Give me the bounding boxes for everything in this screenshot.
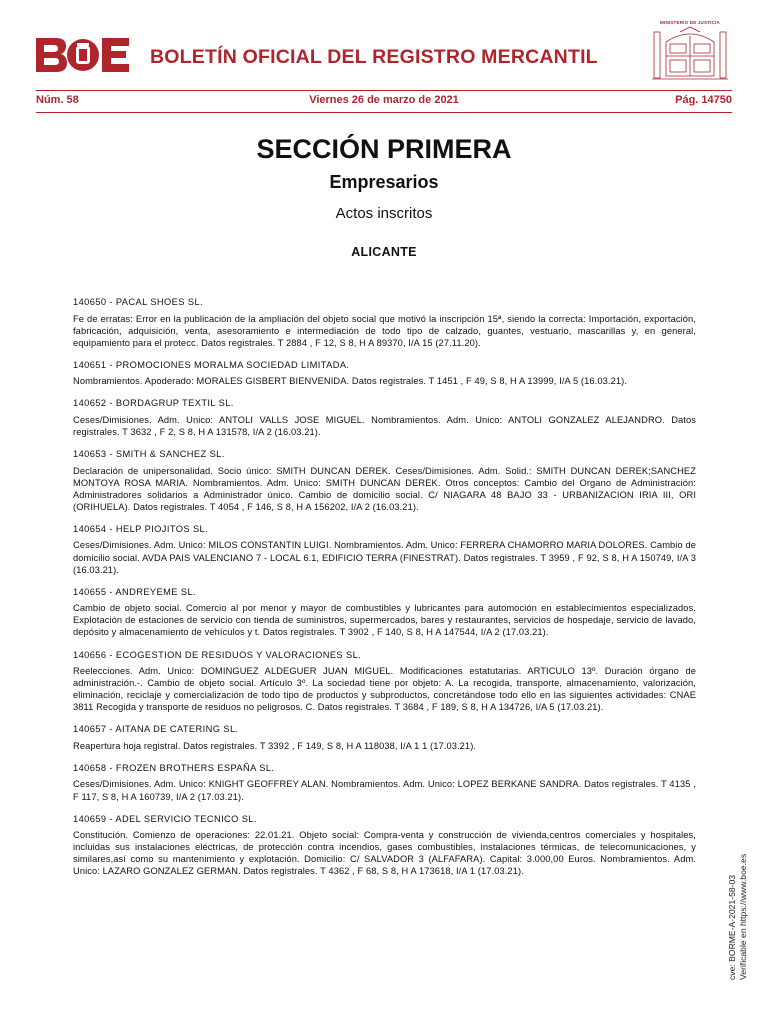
registry-entry <box>73 359 696 388</box>
entry-heading: 140652 - BORDAGRUP TEXTIL SL. <box>73 398 234 409</box>
entry-body: Ceses/Dimisiones. Adm. Unico: KNIGHT GEOFFREY ALAN. Nombramientos. Adm. Unico: LOPEZ BERKANE SANDRA. Datos registrales. T 4135 , F 117, S 8, H A 160739, I/A 2 (17.03.21). <box>73 779 696 802</box>
header-divider <box>36 90 732 91</box>
registry-entry <box>73 649 696 714</box>
entry-heading: 140655 - ANDREYEME SL. <box>73 586 196 597</box>
entry-heading: 140658 - FROZEN BROTHERS ESPAÑA SL. <box>73 762 275 773</box>
entry-body: Reelecciones. Adm. Unico: DOMINGUEZ ALDEGUER JUAN MIGUEL. Modificaciones estatutarias. ARTICULO 13º. Duración órgano de administración.-. Cambio de objeto social. Artículo 3º. La sociedad tiene por objeto: A. La recogida, transporte, almacenamiento, valorización, eliminación, reciclaje y comercialización de todo tipo de productos y subproductos, concretándose todo ello en las siguientes actividades: CNAE 3811 Recogida y transporte de residuos no peligrosos. C. Datos registrales. T 3684 , F 189, S 8, H A 134726, I/A 5 (17.03.21). <box>73 666 696 713</box>
registry-entry <box>73 723 696 752</box>
registry-entry <box>73 397 696 438</box>
entries-list <box>73 296 696 888</box>
section-title: SECCIÓN PRIMERA <box>256 134 512 164</box>
registry-entry <box>73 586 696 639</box>
province-heading: ALICANTE <box>351 245 417 259</box>
issue-number: Núm. 58 <box>36 94 79 106</box>
ministry-emblem <box>648 20 732 82</box>
entry-body: Constitución. Comienzo de operaciones: 22.01.21. Objeto social: Compra-venta y construcción de vivienda,centros comerciales y hospitales, incluidas sus instalaciones eléctricas, de protección contra incendios, gases combustibles, instalaciones térmicas, de telecomunicaciones, y similares,así como su mantenimiento y explotación. Domicilio: C/ SALVADOR 3 (ALFAFARA). Capital: 3.000,00 Euros. Nombramientos. Adm. Unico: LAZARO GONZALEZ GERMAN. Datos registrales. T 4362 , F 68, S 8, H A 173618, I/A 1 (17.03.21). <box>73 830 696 877</box>
entry-body: Reapertura hoja registral. Datos registrales. T 3392 , F 149, S 8, H A 118038, I/A 1 1 (17.03.21). <box>73 740 477 751</box>
entry-heading: 140651 - PROMOCIONES MORALMA SOCIEDAD LIMITADA. <box>73 359 350 370</box>
section-subtitle: Empresarios <box>329 172 439 192</box>
bulletin-title: BOLETÍN OFICIAL DEL REGISTRO MERCANTIL <box>150 46 598 68</box>
entry-heading: 140657 - AITANA DE CATERING SL. <box>73 724 239 735</box>
entry-heading: 140654 - HELP PIOJITOS SL. <box>73 523 209 534</box>
registry-entry <box>73 296 696 349</box>
entry-body: Nombramientos. Apoderado: MORALES GISBERT BIENVENIDA. Datos registrales. T 1451 , F 49, S 8, H A 13999, I/A 5 (16.03.21). <box>73 376 628 387</box>
verification-link[interactable]: Verificable en https://www.boe.es <box>738 853 748 980</box>
cve-code: cve: BORME-A-2021-58-03 <box>727 874 737 980</box>
boe-logo <box>36 36 130 74</box>
entry-body: Fe de erratas: Error en la publicación de la ampliación del objeto social que motivó la inscripción 15ª, siendo la correcta: Importación, exportación, fabricación, adquisición, venta, asesoramiento e intermediación de todo tipo de calzado, guantes, vestuario, mascarillas y, en general, equipamiento para el protecc. Datos registrales. T 2884 , F 12, S 8, H A 89370, I/A 15 (27.11.20). <box>73 313 696 348</box>
registry-entry <box>73 762 696 803</box>
issue-divider <box>36 112 732 113</box>
page-number: Pág. 14750 <box>675 94 732 106</box>
registry-entry <box>73 813 696 878</box>
ministry-label: MINISTERIO DE JUSTICIA <box>660 20 720 25</box>
entry-heading: 140650 - PACAL SHOES SL. <box>73 297 204 307</box>
issue-date: Viernes 26 de marzo de 2021 <box>309 94 459 106</box>
verification-margin <box>727 810 751 980</box>
entry-heading: 140656 - ECOGESTION DE RESIDUOS Y VALORACIONES SL. <box>73 649 362 660</box>
page-header <box>0 0 768 90</box>
acts-heading: Actos inscritos <box>335 205 433 222</box>
entry-heading: 140659 - ADEL SERVICIO TECNICO SL. <box>73 813 257 824</box>
coat-of-arms-icon <box>652 26 728 82</box>
entry-body: Ceses/Dimisiones. Adm. Unico: ANTOLI VALLS JOSE MIGUEL. Nombramientos. Adm. Unico: ANTOLI GONZALEZ ALEJANDRO. Datos registrales. T 3632 , F 2, S 8, H A 131578, I/A 2 (16.03.21). <box>73 414 696 437</box>
entry-heading: 140653 - SMITH & SANCHEZ SL. <box>73 449 225 460</box>
entry-body: Cambio de objeto social. Comercio al por menor y mayor de combustibles y lubricantes para automoción en establecimientos especializados. Explotación de estaciones de servicio con tienda de suministros, supermercados, bares y restaurantes, servicios de hospedaje, servicio de lavado, depósito y almacenamiento de vehículos y t. Datos registrales. T 3902 , F 140, S 8, H A 147544, I/A 2 (17.03.21). <box>73 603 696 638</box>
entry-body: Declaración de unipersonalidad. Socio único: SMITH DUNCAN DEREK. Ceses/Dimisiones. Adm. Solid.: SMITH DUNCAN DEREK;SANCHEZ MONTOYA ROSA MARIA. Nombramientos. Adm. Unico: SMITH DUNCAN DEREK. Otros conceptos: Cambio del Organo de Administración: Administradores solidarios a Administrador único. Cambio de domicilio social. C/ NIAGARA 48 BAJO 33 - URBANIZACION IRIA III, ORI (ORIHUELA). Datos registrales. T 4054 , F 146, S 8, H A 156202, I/A 2 (16.03.21). <box>73 465 696 512</box>
registry-entry <box>73 523 696 576</box>
registry-entry <box>73 448 696 513</box>
entry-body: Ceses/Dimisiones. Adm. Unico: MILOS CONSTANTIN LUIGI. Nombramientos. Adm. Unico: FERRERA CHAMORRO MARIA DOLORES. Cambio de domicilio social. AVDA PAIS VALENCIANO 7 - LOCAL 6.1, EDIFICIO TERRA (FINESTRAT). Datos registrales. T 3959 , F 92, S 8, H A 150749, I/A 3 (16.03.21). <box>73 540 696 575</box>
